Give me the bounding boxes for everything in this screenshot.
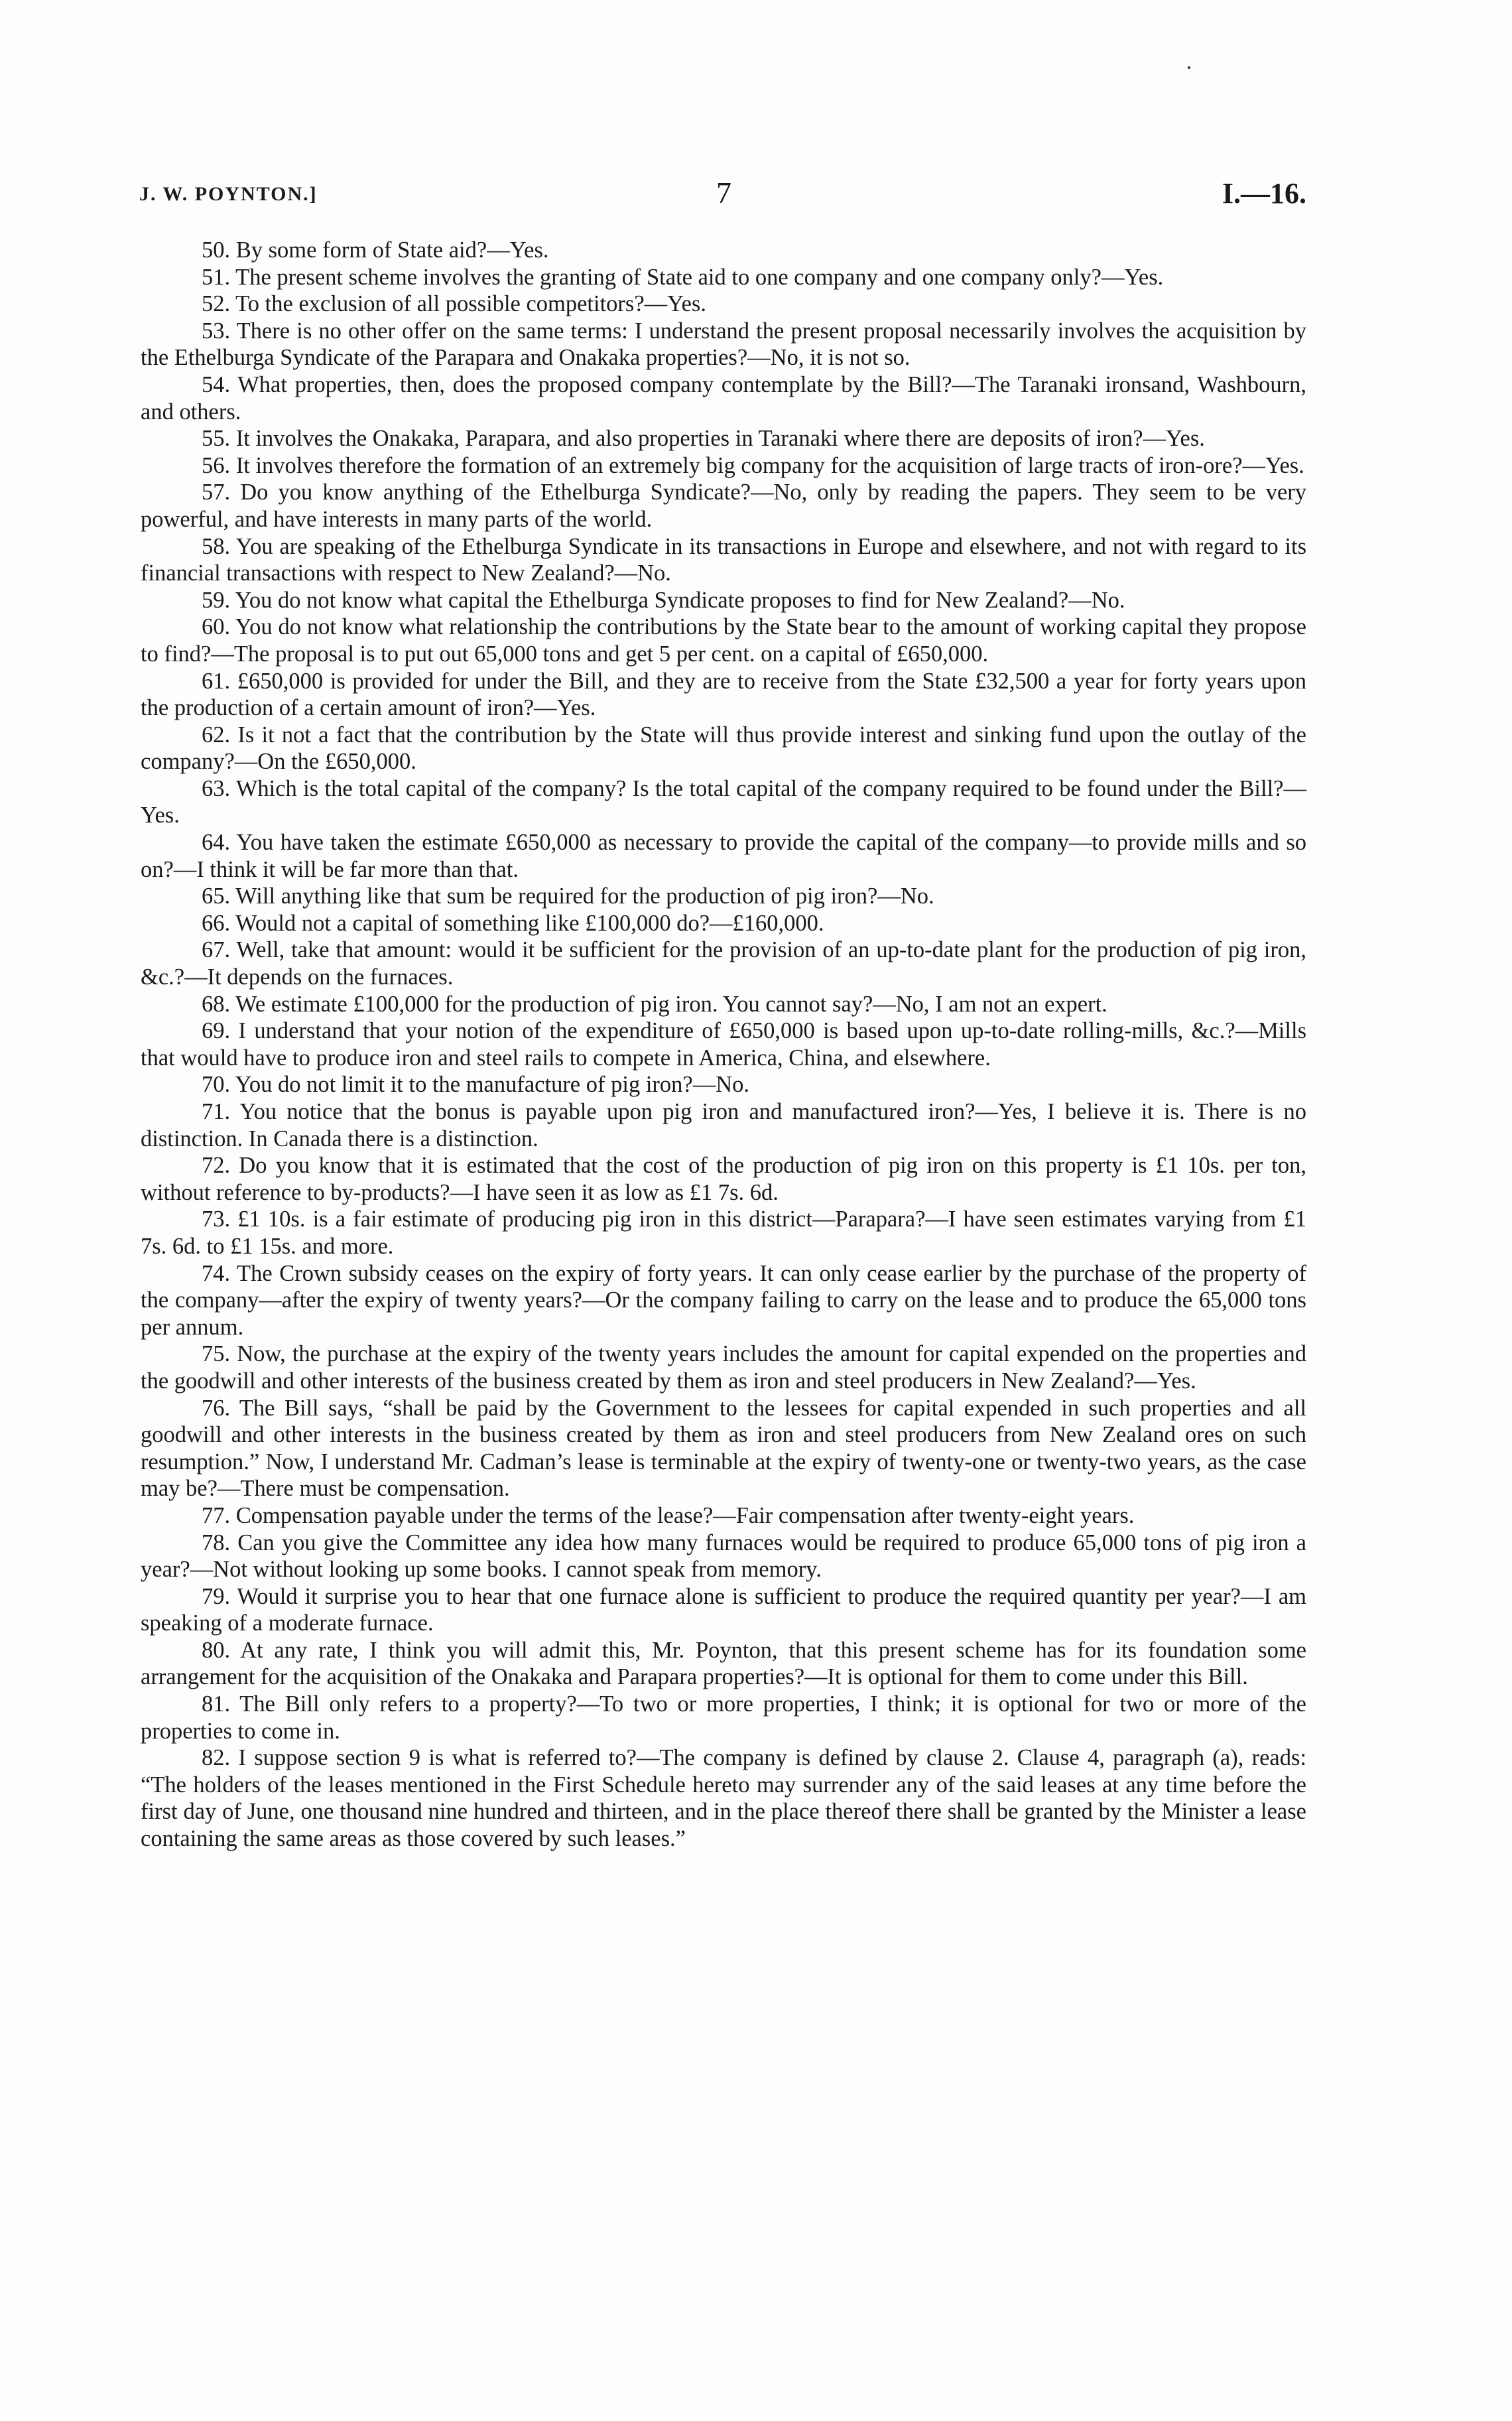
page-number: 7 xyxy=(716,176,731,210)
question-67: 67. Well, take that amount: would it be sufficient for the provision of an up-to-date plant for the production of pig iron, &c.?—It depends on the furnaces. xyxy=(141,937,1306,990)
question-55: 55. It involves the Onakaka, Parapara, and also properties in Taranaki where there are deposits of iron?—Yes. xyxy=(202,426,1205,452)
question-66: 66. Would not a capital of something like £100,000 do?—£160,000. xyxy=(202,910,824,936)
ink-speck xyxy=(1188,66,1190,69)
question-72: 72. Do you know that it is estimated that the cost of the production of pig iron on this property is £1 10s. per ton, without reference to by-products?—I have seen it as low as £1 7s. 6d. xyxy=(141,1153,1306,1205)
question-79: 79. Would it surprise you to hear that one furnace alone is sufficient to produce the required quantity per year?—I am speaking of a moderate furnace. xyxy=(141,1583,1306,1636)
question-75: 75. Now, the purchase at the expiry of the twenty years includes the amount for capital expended on the properties and the goodwill and other interests of the business created by them as iron and steel producers in New Zealand?—Yes. xyxy=(141,1341,1306,1394)
question-58: 58. You are speaking of the Ethelburga Syndicate in its transactions in Europe and elsewhere, and not with regard to its financial transactions with respect to New Zealand?—No. xyxy=(141,533,1306,586)
question-53: 53. There is no other offer on the same terms: I understand the present proposal necessarily involves the acquisition by the Ethelburga Syndicate of the Parapara and Onakaka properties?—No, it is not so. xyxy=(141,318,1306,371)
question-76: 76. The Bill says, “shall be paid by the Government to the lessees for capital expended in such properties and all goodwill and other interests in the business created by them as iron and steel producers from New Zealand ores on such resumption.” Now, I understand Mr. Cadman’s lease is terminable at the expiry of twenty-one or twenty-two years, as the case may be?—There must be compensation. xyxy=(141,1395,1306,1502)
witness-name: J. W. POYNTON.] xyxy=(139,183,318,205)
question-65: 65. Will anything like that sum be required for the production of pig iron?—No. xyxy=(202,883,934,909)
question-80: 80. At any rate, I think you will admit this, Mr. Poynton, that this present scheme has for its foundation some arrangement for the acquisition of the Onakaka and Parapara properties?—It is optional for them to come under this Bill. xyxy=(141,1637,1306,1690)
question-82: 82. I suppose section 9 is what is referred to?—The company is defined by clause 2. Clause 4, paragraph (a), reads: “The holders of the leases mentioned in the First Schedule hereto may surrender any of the said leases at any time before the first day of June, one thousand nine hundred and thirteen, and in the place thereof there shall be granted by the Minister a lease containing the same areas as those covered by such leases.” xyxy=(141,1745,1306,1852)
question-73: 73. £1 10s. is a fair estimate of producing pig iron in this district—Parapara?—I have seen estimates varying from £1 7s. 6d. to £1 15s. and more. xyxy=(141,1207,1306,1259)
question-64: 64. You have taken the estimate £650,000 as necessary to provide the capital of the company—to provide mills and so on?—I think it will be far more than that. xyxy=(141,830,1306,882)
page-header xyxy=(139,175,1306,215)
question-77: 77. Compensation payable under the terms of the lease?—Fair compensation after twenty-eight years. xyxy=(202,1502,1135,1528)
question-62: 62. Is it not a fact that the contribution by the State will thus provide interest and sinking fund upon the outlay of the company?—On the £650,000. xyxy=(141,722,1306,775)
question-50: 50. By some form of State aid?—Yes. xyxy=(202,237,549,263)
question-69: 69. I understand that your notion of the expenditure of £650,000 is based upon up-to-date rolling-mills, &c.?—Mills that would have to produce iron and steel rails to compete in America, China, and elsewhere. xyxy=(141,1018,1306,1071)
question-59: 59. You do not know what capital the Ethelburga Syndicate proposes to find for New Zealand?—No. xyxy=(202,587,1125,613)
question-54: 54. What properties, then, does the proposed company contemplate by the Bill?—The Taranaki ironsand, Washbourn, and others. xyxy=(141,371,1306,425)
question-74: 74. The Crown subsidy ceases on the expiry of forty years. It can only cease earlier by the purchase of the property of the company—after the expiry of twenty years?—Or the company failing to carry on the lease and to produce the 65,000 tons per annum. xyxy=(141,1260,1306,1340)
question-52: 52. To the exclusion of all possible competitors?—Yes. xyxy=(202,291,706,317)
question-70: 70. You do not limit it to the manufacture of pig iron?—No. xyxy=(202,1072,749,1098)
question-56: 56. It involves therefore the formation of an extremely big company for the acquisition of large tracts of iron-ore?—Yes. xyxy=(202,452,1304,478)
evidence-text xyxy=(141,237,1306,1853)
question-60: 60. You do not know what relationship the contributions by the State bear to the amount of working capital they propose to find?—The proposal is to put out 65,000 tons and get 5 per cent. on a capital of £650,000. xyxy=(141,614,1306,667)
question-78: 78. Can you give the Committee any idea how many furnaces would be required to produce 65,000 tons of pig iron a year?—Not without looking up some books. I cannot speak from memory. xyxy=(141,1530,1306,1583)
question-57: 57. Do you know anything of the Ethelburga Syndicate?—No, only by reading the papers. They seem to be very powerful, and have interests in many parts of the world. xyxy=(141,480,1306,532)
question-81: 81. The Bill only refers to a property?—To two or more properties, I think; it is optional for two or more of the properties to come in. xyxy=(141,1691,1306,1744)
question-51: 51. The present scheme involves the granting of State aid to one company and one company only?—Yes. xyxy=(202,264,1164,290)
paper-reference: I.—16. xyxy=(1222,177,1306,210)
question-63: 63. Which is the total capital of the company? Is the total capital of the company required to be found under the Bill?—Yes. xyxy=(141,775,1306,828)
question-61: 61. £650,000 is provided for under the Bill, and they are to receive from the State £32,500 a year for forty years upon the production of a certain amount of iron?—Yes. xyxy=(141,668,1306,721)
question-71: 71. You notice that the bonus is payable upon pig iron and manufactured iron?—Yes, I believe it is. There is no distinction. In Canada there is a distinction. xyxy=(141,1099,1306,1151)
question-68: 68. We estimate £100,000 for the production of pig iron. You cannot say?—No, I am not an expert. xyxy=(202,991,1107,1017)
